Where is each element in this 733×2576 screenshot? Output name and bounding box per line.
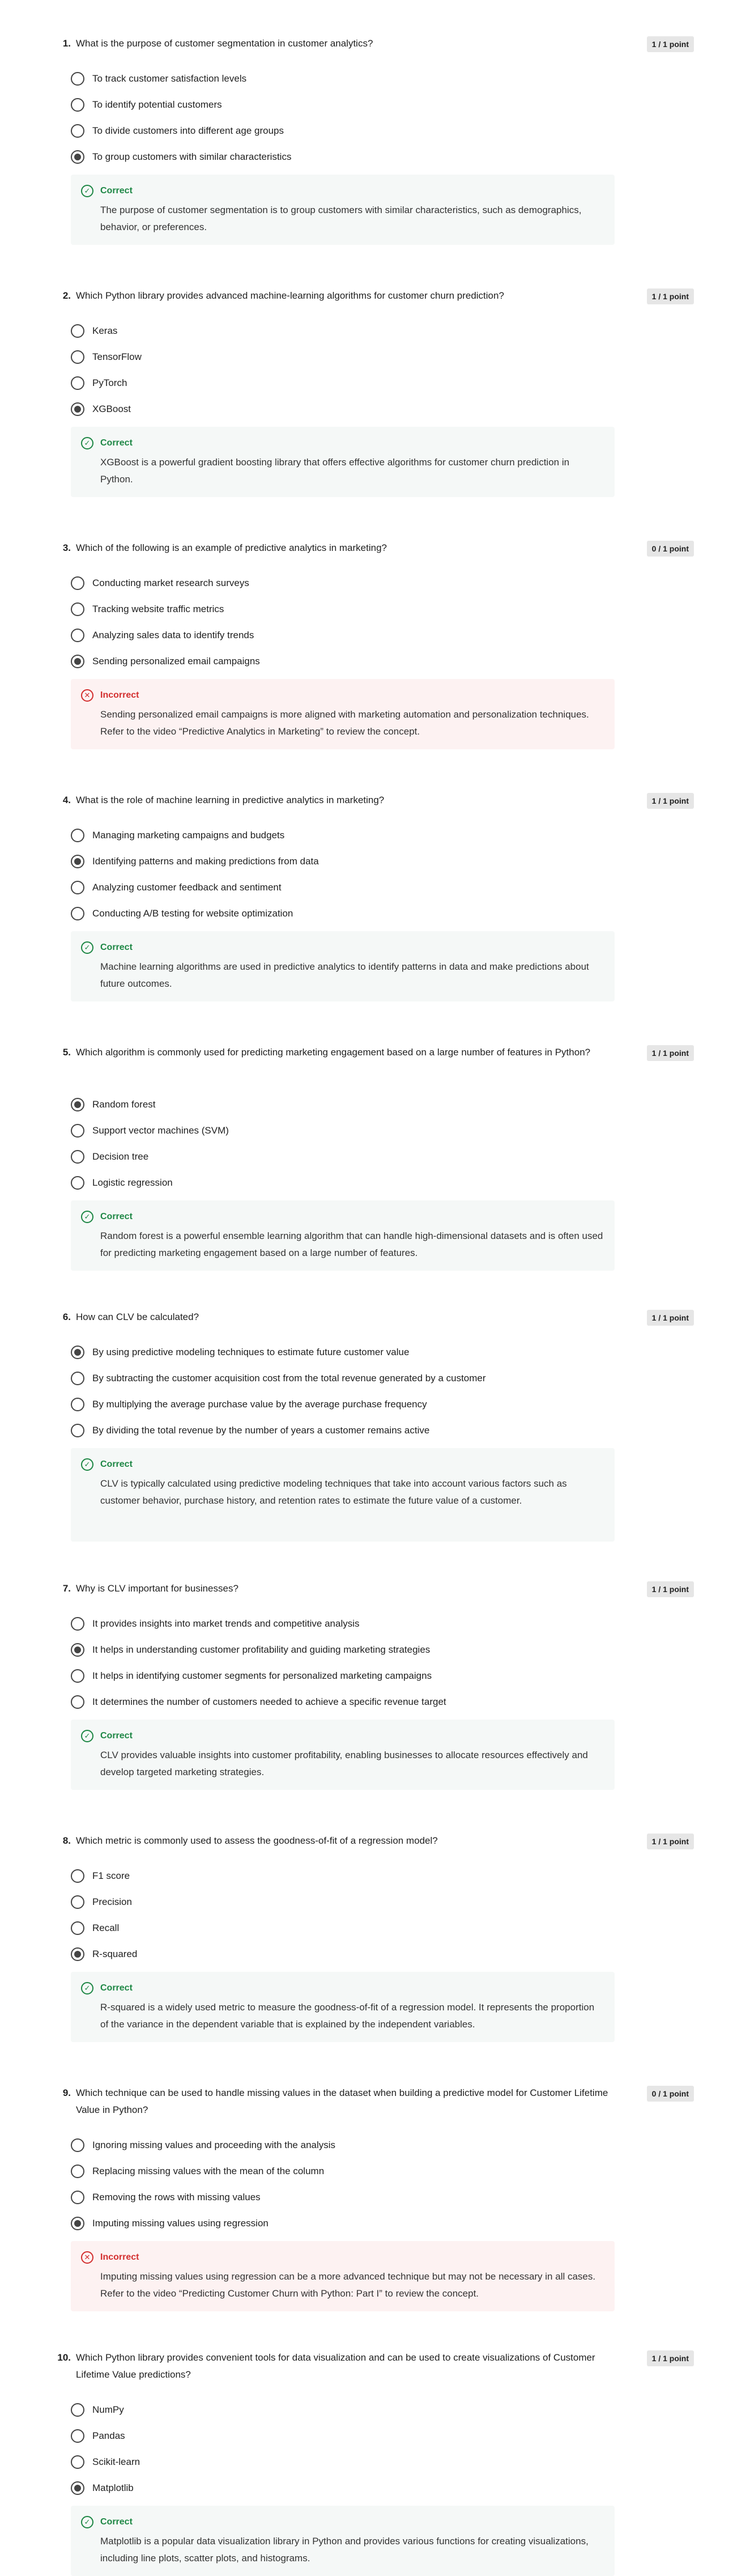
answer-option[interactable]: [71, 1667, 432, 1684]
radio-unselected-icon[interactable]: [71, 2429, 84, 2443]
answer-option-label: Support vector machines (SVM): [92, 1125, 229, 1136]
radio-dot-icon: [74, 1101, 81, 1108]
answer-option-label: To group customers with similar characteristics: [92, 151, 292, 162]
answer-option[interactable]: [71, 1370, 486, 1387]
answer-option[interactable]: [71, 2454, 140, 2471]
answer-option-label: XGBoost: [92, 404, 131, 414]
radio-unselected-icon[interactable]: [71, 2138, 84, 2152]
feedback-text: Random forest is a powerful ensemble learning algorithm that can handle high-dimensional datasets and is often used for predicting marketing engagement based on a large number of features.: [100, 1230, 603, 1258]
points-badge: 1 / 1 point: [647, 793, 694, 809]
answer-option[interactable]: [71, 1422, 429, 1439]
answer-option[interactable]: [71, 2480, 134, 2497]
feedback-text: Matplotlib is a popular data visualization library in Python and provides various functions for creating visualizations, including line plots, scatter plots, and histograms.: [100, 2536, 589, 2564]
answer-option-label: Keras: [92, 325, 118, 336]
answer-option-label: By subtracting the customer acquisition cost from the total revenue generated by a customer: [92, 1373, 486, 1384]
points-badge: 1 / 1 point: [647, 1581, 694, 1597]
question-header: [54, 540, 694, 562]
feedback-panel: [71, 1200, 615, 1271]
feedback-text: CLV provides valuable insights into customer profitability, enabling businesses to allocate resources effectively and develop targeted marketing strategies.: [100, 1750, 588, 1777]
question-header: [54, 1309, 694, 1331]
question-number: 1.: [62, 38, 71, 49]
question-header: [54, 1580, 694, 1603]
radio-unselected-icon[interactable]: [71, 629, 84, 642]
points-badge: 0 / 1 point: [647, 541, 694, 557]
answer-option-label: Decision tree: [92, 1151, 149, 1162]
answer-option-label: Analyzing customer feedback and sentiment: [92, 882, 282, 893]
feedback-text: R-squared is a widely used metric to measure the goodness-of-fit of a regression model. It represents the proportion of the variance in the dependent variable that is explained by the independent variables.: [100, 2002, 595, 2030]
feedback-title: Correct: [100, 1212, 133, 1221]
answer-option[interactable]: [71, 148, 291, 165]
radio-selected-icon[interactable]: [71, 1098, 84, 1111]
answer-option-label: Replacing missing values with the mean of the column: [92, 2166, 325, 2176]
feedback-panel: [71, 931, 615, 1001]
radio-dot-icon: [74, 154, 81, 160]
answer-option[interactable]: [71, 401, 131, 418]
question-number: 7.: [62, 1583, 71, 1594]
radio-dot-icon: [74, 2485, 81, 2492]
radio-unselected-icon[interactable]: [71, 1895, 84, 1909]
answer-option-label: Ignoring missing values and proceeding with the analysis: [92, 2140, 336, 2150]
feedback-title: Correct: [100, 2517, 133, 2527]
answer-option-label: It helps in identifying customer segments for personalized marketing campaigns: [92, 1670, 432, 1681]
radio-dot-icon: [74, 658, 81, 665]
question-number: 9.: [62, 2087, 71, 2098]
feedback-panel: [71, 2241, 615, 2311]
question-header: [54, 35, 694, 58]
feedback-panel: [71, 1448, 615, 1542]
check-circle-icon: ✓: [81, 2516, 93, 2528]
radio-dot-icon: [74, 1951, 81, 1958]
answer-option[interactable]: [71, 1946, 137, 1963]
feedback-status: [81, 1982, 604, 1994]
radio-unselected-icon[interactable]: [71, 1372, 84, 1385]
answer-option-label: To track customer satisfaction levels: [92, 73, 247, 84]
feedback-text: CLV is typically calculated using predictive modeling techniques that take into account various factors such as customer behavior, purchase history, and retention rates to estimate the future value of a customer.: [100, 1478, 567, 1506]
question-text: Which of the following is an example of predictive analytics in marketing?: [76, 542, 387, 553]
answer-option-label: It provides insights into market trends and competitive analysis: [92, 1618, 360, 1629]
feedback-text: Machine learning algorithms are used in predictive analytics to identify patterns in data and make predictions about future outcomes.: [100, 961, 589, 989]
radio-unselected-icon[interactable]: [71, 350, 84, 364]
feedback-title: Correct: [100, 438, 133, 448]
answer-option[interactable]: [71, 96, 222, 113]
radio-unselected-icon[interactable]: [71, 124, 84, 138]
answer-option[interactable]: [71, 122, 284, 139]
check-circle-icon: ✓: [81, 437, 93, 449]
radio-unselected-icon[interactable]: [71, 1617, 84, 1631]
answer-option-label: Removing the rows with missing values: [92, 2192, 261, 2202]
check-circle-icon: ✓: [81, 1730, 93, 1742]
answer-option[interactable]: [71, 879, 282, 896]
answer-option-label: Recall: [92, 1923, 120, 1933]
radio-selected-icon[interactable]: [71, 150, 84, 164]
check-circle-icon: ✓: [81, 941, 93, 954]
answer-option[interactable]: [71, 1396, 427, 1413]
radio-unselected-icon[interactable]: [71, 1424, 84, 1437]
points-badge: 1 / 1 point: [647, 36, 694, 52]
answer-option[interactable]: [71, 627, 254, 644]
radio-unselected-icon[interactable]: [71, 1124, 84, 1138]
feedback-status: [81, 1211, 604, 1223]
answer-option[interactable]: [71, 905, 293, 922]
answer-option[interactable]: [71, 1694, 446, 1711]
feedback-title: Correct: [100, 943, 133, 952]
radio-selected-icon[interactable]: [71, 402, 84, 416]
feedback-panel: [71, 1972, 615, 2042]
radio-dot-icon: [74, 1646, 81, 1653]
answer-option[interactable]: [71, 2137, 335, 2154]
answer-option-label: Imputing missing values using regression: [92, 2218, 269, 2229]
radio-unselected-icon[interactable]: [71, 324, 84, 338]
points-badge: 1 / 1 point: [647, 2350, 694, 2366]
answer-option[interactable]: [71, 575, 249, 592]
answer-option-label: Tracking website traffic metrics: [92, 604, 224, 614]
feedback-panel: [71, 427, 615, 497]
radio-selected-icon[interactable]: [71, 855, 84, 868]
check-circle-icon: ✓: [81, 185, 93, 197]
feedback-title: Incorrect: [100, 2252, 139, 2262]
radio-unselected-icon[interactable]: [71, 907, 84, 920]
feedback-status: [81, 689, 604, 702]
question-header: [54, 287, 694, 310]
question-text: Why is CLV important for businesses?: [76, 1583, 238, 1594]
feedback-title: Correct: [100, 1731, 133, 1741]
answer-option[interactable]: [71, 853, 319, 870]
answer-option[interactable]: [71, 1344, 409, 1361]
question-number: 3.: [62, 542, 71, 553]
feedback-text: XGBoost is a powerful gradient boosting library that offers effective algorithms for customer churn prediction in Python.: [100, 457, 570, 485]
answer-option[interactable]: [71, 322, 117, 339]
answer-option-label: F1 score: [92, 1870, 130, 1881]
answer-option-label: Scikit-learn: [92, 2456, 140, 2467]
feedback-panel: [71, 1720, 615, 1790]
x-circle-icon: ✕: [81, 2251, 93, 2264]
radio-unselected-icon[interactable]: [71, 2403, 84, 2417]
points-badge: 1 / 1 point: [647, 288, 694, 304]
answer-option[interactable]: [71, 1894, 132, 1911]
question-number: 4.: [62, 795, 71, 805]
points-badge: 1 / 1 point: [647, 1834, 694, 1849]
answer-option[interactable]: [71, 2215, 269, 2232]
radio-unselected-icon[interactable]: [71, 376, 84, 390]
radio-unselected-icon[interactable]: [71, 576, 84, 590]
radio-unselected-icon[interactable]: [71, 1695, 84, 1709]
answer-option-label: Sending personalized email campaigns: [92, 656, 260, 667]
question-text: What is the purpose of customer segmentation in customer analytics?: [76, 38, 373, 49]
answer-option[interactable]: [71, 1641, 430, 1658]
radio-selected-icon[interactable]: [71, 1643, 84, 1657]
check-circle-icon: ✓: [81, 1211, 93, 1223]
feedback-title: Correct: [100, 1459, 133, 1469]
feedback-panel: [71, 679, 615, 749]
answer-option[interactable]: [71, 1615, 360, 1632]
answer-option-label: Random forest: [92, 1099, 156, 1110]
answer-option[interactable]: [71, 2189, 261, 2206]
answer-option[interactable]: [71, 1174, 173, 1191]
radio-unselected-icon[interactable]: [71, 1150, 84, 1164]
feedback-title: Correct: [100, 186, 133, 196]
radio-selected-icon[interactable]: [71, 1947, 84, 1961]
radio-unselected-icon[interactable]: [71, 829, 84, 842]
answer-option-label: Managing marketing campaigns and budgets: [92, 830, 285, 841]
answer-option[interactable]: [71, 375, 127, 392]
feedback-status: [81, 1730, 604, 1742]
question-text: How can CLV be calculated?: [76, 1312, 199, 1322]
question-text: Which metric is commonly used to assess the goodness-of-fit of a regression model?: [76, 1835, 438, 1846]
answer-option[interactable]: [71, 2163, 324, 2180]
answer-option-label: Analyzing sales data to identify trends: [92, 630, 254, 640]
question-header: [54, 792, 694, 814]
x-circle-icon: ✕: [81, 689, 93, 702]
answer-option[interactable]: [71, 827, 284, 844]
radio-unselected-icon[interactable]: [71, 98, 84, 112]
question-text: Which Python library provides advanced machine-learning algorithms for customer churn prediction?: [76, 290, 504, 301]
feedback-status: [81, 1458, 604, 1471]
feedback-status: [81, 2516, 604, 2528]
radio-unselected-icon[interactable]: [71, 72, 84, 86]
check-circle-icon: ✓: [81, 1458, 93, 1471]
answer-option-label: Pandas: [92, 2430, 125, 2441]
answer-option[interactable]: [71, 1148, 148, 1165]
answer-option[interactable]: [71, 601, 224, 618]
radio-selected-icon[interactable]: [71, 1346, 84, 1359]
answer-option-label: Matplotlib: [92, 2482, 134, 2493]
question-number: 2.: [62, 290, 71, 301]
radio-unselected-icon[interactable]: [71, 1398, 84, 1411]
feedback-status: [81, 941, 604, 954]
question-header: [54, 2085, 694, 2115]
question-text: What is the role of machine learning in predictive analytics in marketing?: [76, 795, 385, 805]
answer-option[interactable]: [71, 653, 260, 670]
answer-option[interactable]: [71, 1868, 130, 1885]
question-header: [54, 2349, 694, 2380]
check-circle-icon: ✓: [81, 1982, 93, 1994]
radio-dot-icon: [74, 406, 81, 413]
radio-dot-icon: [74, 858, 81, 865]
radio-unselected-icon[interactable]: [71, 2165, 84, 2178]
question-text: Which technique can be used to handle missing values in the dataset when building a predictive model for Customer Lifetime Value in Python?: [76, 2087, 608, 2115]
question-number: 5.: [62, 1047, 71, 1058]
feedback-title: Correct: [100, 1983, 133, 1993]
answer-option-label: Conducting A/B testing for website optimization: [92, 908, 293, 919]
answer-option-label: By multiplying the average purchase value by the average purchase frequency: [92, 1399, 427, 1410]
feedback-text: Imputing missing values using regression can be a more advanced technique but may not be necessary in all cases. Refer to the video “Predicting Customer Churn with Python: Part I” to review the concept.: [100, 2271, 596, 2299]
radio-unselected-icon[interactable]: [71, 1176, 84, 1190]
radio-selected-icon[interactable]: [71, 655, 84, 668]
feedback-status: [81, 2251, 604, 2264]
feedback-panel: [71, 2506, 615, 2576]
answer-option-label: R-squared: [92, 1949, 138, 1959]
answer-option-label: Conducting market research surveys: [92, 578, 249, 588]
feedback-text: The purpose of customer segmentation is to group customers with similar characteristics, such as demographics, behavior, or preferences.: [100, 205, 582, 232]
feedback-status: [81, 185, 604, 197]
answer-option-label: By dividing the total revenue by the number of years a customer remains active: [92, 1425, 430, 1436]
answer-option[interactable]: [71, 1096, 156, 1113]
answer-option-label: TensorFlow: [92, 351, 142, 362]
question-number: 10.: [57, 2352, 71, 2363]
radio-unselected-icon[interactable]: [71, 881, 84, 894]
answer-option-label: It determines the number of customers needed to achieve a specific revenue target: [92, 1696, 446, 1707]
answer-option-label: It helps in understanding customer profitability and guiding marketing strategies: [92, 1644, 431, 1655]
answer-option[interactable]: [71, 2428, 125, 2445]
radio-unselected-icon[interactable]: [71, 1869, 84, 1883]
points-badge: 1 / 1 point: [647, 1045, 694, 1061]
feedback-panel: [71, 175, 615, 245]
points-badge: 0 / 1 point: [647, 2086, 694, 2102]
radio-unselected-icon[interactable]: [71, 2455, 84, 2469]
question-text: Which algorithm is commonly used for predicting marketing engagement based on a large number of features in Python?: [76, 1047, 591, 1058]
answer-option-label: To divide customers into different age groups: [92, 125, 284, 136]
radio-selected-icon[interactable]: [71, 2217, 84, 2230]
radio-dot-icon: [74, 1349, 81, 1356]
points-badge: 1 / 1 point: [647, 1310, 694, 1326]
answer-option[interactable]: [71, 1122, 229, 1139]
question-header: [54, 1832, 694, 1855]
question-number: 8.: [62, 1835, 71, 1846]
radio-unselected-icon[interactable]: [71, 1921, 84, 1935]
answer-option[interactable]: [71, 2401, 124, 2418]
feedback-text: Sending personalized email campaigns is more aligned with marketing automation and personalization techniques. Refer to the video “Predictive Analytics in Marketing” to review the concept.: [100, 709, 589, 737]
radio-unselected-icon[interactable]: [71, 1669, 84, 1683]
question-header: [54, 1044, 694, 1067]
feedback-status: [81, 437, 604, 449]
answer-option[interactable]: [71, 349, 142, 366]
radio-unselected-icon[interactable]: [71, 602, 84, 616]
answer-option-label: PyTorch: [92, 377, 127, 388]
answer-option-label: NumPy: [92, 2404, 124, 2415]
radio-unselected-icon[interactable]: [71, 2191, 84, 2204]
question-number: 6.: [62, 1312, 71, 1322]
question-text: Which Python library provides convenient tools for data visualization and can be used to create visualizations of Customer Lifetime Value predictions?: [76, 2352, 595, 2380]
feedback-title: Incorrect: [100, 690, 139, 700]
answer-option[interactable]: [71, 70, 246, 87]
answer-option-label: To identify potential customers: [92, 99, 222, 110]
answer-option-label: Precision: [92, 1896, 132, 1907]
radio-dot-icon: [74, 2220, 81, 2227]
answer-option-label: Identifying patterns and making predictions from data: [92, 856, 319, 867]
answer-option-label: By using predictive modeling techniques to estimate future customer value: [92, 1347, 410, 1357]
answer-option-label: Logistic regression: [92, 1177, 173, 1188]
answer-option[interactable]: [71, 1920, 119, 1937]
radio-selected-icon[interactable]: [71, 2481, 84, 2495]
